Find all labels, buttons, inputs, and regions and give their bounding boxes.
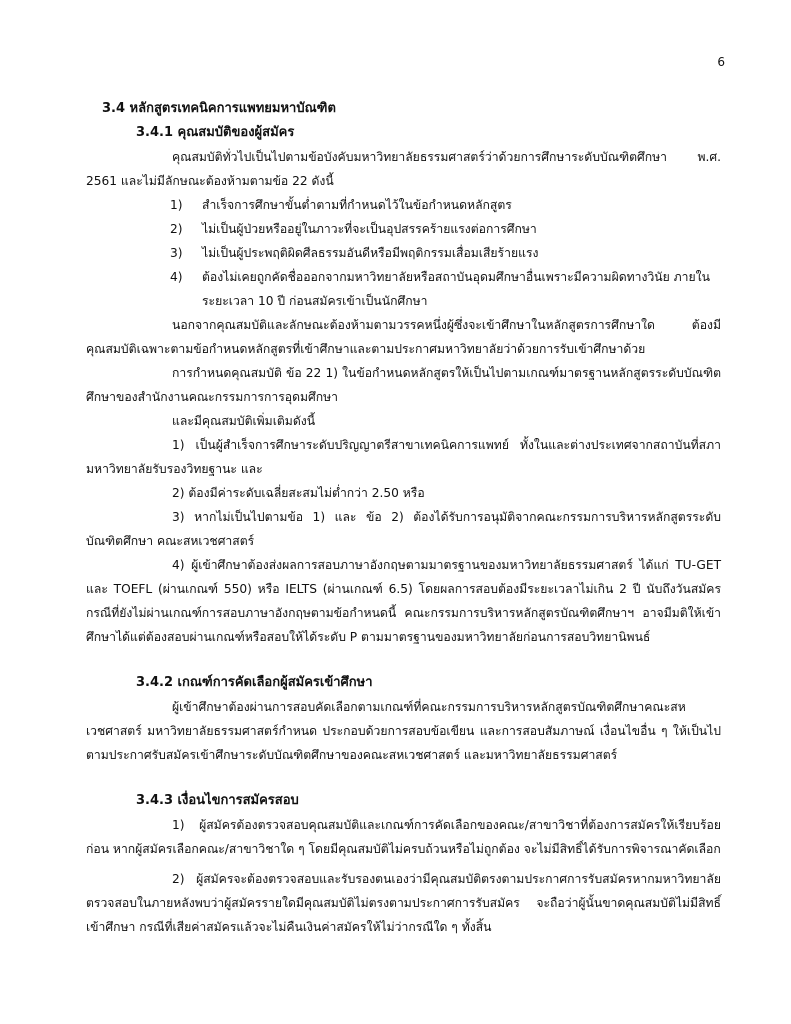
list-number: 4) (170, 270, 183, 284)
list-number: 1) (172, 438, 185, 452)
list-item (86, 241, 721, 265)
list-number: 3) (170, 246, 183, 260)
standard-criteria-paragraph: การกำหนดคุณสมบัติ ข้อ 22 1) ในข้อกำหนดหลักสูตรให้เป็นไปตามเกณฑ์มาตรฐานหลักสูตรระดับบัณฑิตศึกษาของสำนักงานคณะกรรมการการอุดมศึกษา (86, 366, 721, 404)
selection-criteria-paragraph: ผู้เข้าศึกษาต้องผ่านการสอบคัดเลือกตามเกณฑ์ที่คณะกรรมการบริหารหลักสูตรบัณฑิตศึกษาคณะสหเวชศาสตร์ มหาวิทยาลัยธรรมศาสตร์กำหนด ประกอบด้วยการสอบข้อเขียน และการสอบสัมภาษณ์ เงื่อนไขอื่น ๆ ให้เป็นไปตามประกาศรับสมัครเข้าศึกษาระดับบัณฑิตศึกษาของคณะสหเวชศาสตร์ และมหาวิทยาลัยธรรมศาสตร์ (86, 700, 721, 762)
list-text: เป็นผู้สำเร็จการศึกษาระดับปริญญาตรีสาขาเทคนิคการแพทย์ ทั้งในและต่างประเทศจากสถาบันที่สภามหาวิทยาลัยรับรองวิทยฐานะ และ (86, 438, 721, 476)
list-number: 4) (172, 558, 185, 572)
list-text: ต้องไม่เคยถูกคัดชื่อออกจากมหาวิทยาลัยหรือสถาบันอุดมศึกษาอื่นเพราะมีความผิดทางวินัย ภายในระยะเวลา 10 ปี ก่อนสมัครเข้าเป็นนักศึกษา (202, 270, 710, 308)
list-item (86, 481, 721, 505)
section-3-4-3-title: 3.4.3 เงื่อนไขการสมัครสอบ (136, 793, 299, 808)
specific-qualification-paragraph: นอกจากคุณสมบัติและลักษณะต้องห้ามตามวรรคหนึ่งผู้ซึ่งจะเข้าศึกษาในหลักสูตรการศึกษาใด ต้องมีคุณสมบัติเฉพาะตามข้อกำหนดหลักสูตรที่เข้าศึกษาและตามประกาศมหาวิทยาลัยว่าด้วยการรับเข้าศึกษาด้วย (86, 318, 721, 356)
list-text: ต้องมีค่าระดับเฉลี่ยสะสมไม่ต่ำกว่า 2.50 หรือ (188, 486, 425, 500)
list-text: ไม่เป็นผู้ป่วยหรืออยู่ในภาวะที่จะเป็นอุปสรรคร้ายแรงต่อการศึกษา (202, 222, 537, 236)
list-number: 2) (170, 222, 183, 236)
list-item (86, 193, 721, 217)
list-text: ไม่เป็นผู้ประพฤติผิดศีลธรรมอันดีหรือมีพฤติกรรมเสื่อมเสียร้ายแรง (202, 246, 539, 260)
page-number: 6 (717, 55, 725, 69)
list-number: 3) (172, 510, 185, 524)
list-item (86, 553, 721, 649)
section-3-4-2-title: 3.4.2 เกณฑ์การคัดเลือกผู้สมัครเข้าศึกษา (136, 675, 373, 690)
list-item (86, 867, 721, 939)
list-number: 2) (172, 872, 185, 886)
list-item (86, 433, 721, 481)
list-item (86, 505, 721, 553)
list-text: หากไม่เป็นไปตามข้อ 1) และ ข้อ 2) ต้องได้รับการอนุมัติจากคณะกรรมการบริหารหลักสูตรระดับบัณฑิตศึกษา คณะสหเวชศาสตร์ (86, 510, 722, 548)
list-item (86, 217, 721, 241)
section-3-4-title: 3.4 หลักสูตรเทคนิคการแพทยมหาบัณฑิต (102, 101, 336, 116)
qualification-intro: คุณสมบัติทั่วไปเป็นไปตามข้อบังคับมหาวิทยาลัยธรรมศาสตร์ว่าด้วยการศึกษาระดับบัณฑิตศึกษา พ.ศ. 2561 และไม่มีลักษณะต้องห้ามตามข้อ 22 ดังนี้ (86, 150, 721, 188)
additional-qualification-intro: และมีคุณสมบัติเพิ่มเติมดังนี้ (172, 414, 316, 428)
list-item (86, 813, 721, 861)
document-body (86, 97, 721, 939)
list-text: ผู้สมัครจะต้องตรวจสอบและรับรองตนเองว่ามีคุณสมบัติตรงตามประกาศการรับสมัครหากมหาวิทยาลัยตรวจสอบในภายหลังพบว่าผู้สมัครรายใดมีคุณสมบัติไม่ตรงตามประกาศการรับสมัคร จะถือว่าผู้นั้นขาดคุณสมบัติไม่มีสิทธิ์เข้าศึกษา กรณีที่เสียค่าสมัครแล้วจะไม่คืนเงินค่าสมัครให้ไม่ว่ากรณีใด ๆ ทั้งสิ้น (86, 872, 721, 934)
section-spacer (86, 649, 721, 671)
application-conditions-list (86, 813, 721, 939)
list-text: สำเร็จการศึกษาขั้นต่ำตามที่กำหนดไว้ในข้อกำหนดหลักสูตร (202, 198, 512, 212)
list-number: 2) (172, 486, 185, 500)
additional-qualification-list (86, 433, 721, 649)
section-spacer (86, 767, 721, 789)
general-qualification-list (86, 193, 721, 313)
list-text: ผู้เข้าศึกษาต้องส่งผลการสอบภาษาอังกฤษตามมาตรฐานของมหาวิทยาลัยธรรมศาสตร์ ได้แก่ TU-GET และ TOEFL (ผ่านเกณฑ์ 550) หรือ IELTS (ผ่านเกณฑ์ 6.5) โดยผลการสอบต้องมีระยะเวลาไม่เกิน 2 ปี นับถึงวันสมัคร กรณีที่ยังไม่ผ่านเกณฑ์การสอบภาษาอังกฤษตามข้อกำหนดนี้ คณะกรรมการบริหารหลักสูตรบัณฑิตศึกษาฯ อาจมีมติให้เข้าศึกษาได้แต่ต้องสอบผ่านเกณฑ์หรือสอบให้ได้ระดับ P ตามมาตรฐานของมหาวิทยาลัยก่อนการสอบวิทยานิพนธ์ (86, 558, 722, 644)
list-number: 1) (172, 818, 185, 832)
list-number: 1) (170, 198, 183, 212)
list-item (86, 265, 721, 313)
list-text: ผู้สมัครต้องตรวจสอบคุณสมบัติและเกณฑ์การคัดเลือกของคณะ/สาขาวิชาที่ต้องการสมัครให้เรียบร้อยก่อน หากผู้สมัครเลือกคณะ/สาขาวิชาใด ๆ โดยมีคุณสมบัติไม่ครบถ้วนหรือไม่ถูกต้อง จะไม่มีสิทธิ์ได้รับการพิจารณาคัดเลือก (86, 818, 721, 856)
section-3-4-1-title: 3.4.1 คุณสมบัติของผู้สมัคร (136, 125, 295, 140)
